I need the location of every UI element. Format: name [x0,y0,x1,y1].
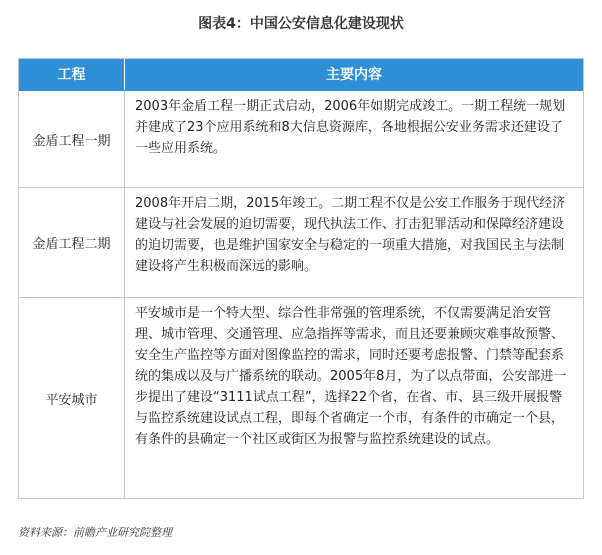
table-row [19,91,583,188]
figure-title: 图表4：中国公安信息化建设现状 [198,16,404,32]
project-name: 平安城市 [19,298,125,498]
project-content: 2008年开启二期，2015年竣工。二期工程不仅是公安工作服务于现代经济建设与社会发展的迫切需要，现代执法工作、打击犯罪活动和保障经济建设的迫切需要，也是维护国家安全与稳定的一项重大措施，对我国民主与法制建设将产生积极而深远的影响。 [135,196,566,274]
content-table [18,58,584,499]
table-row [19,298,583,498]
project-content: 平安城市是一个特大型、综合性非常强的管理系统，不仅需要满足治安管理、城市管理、交通管理、应急指挥等需求，而且还要兼顾灾难事故预警、安全生产监控等方面对图像监控的需求，同时还要考虑报警、门禁等配套系统的集成以及与广播系统的联动。2005年8月，为了以点带面，公安部进一步提出了建设“3111试点工程”，选择22个省，在省、市、县三级开展报警与监控系统建设试点工程，即每个省确定一个市，有条件的市确定一个县，有条件的县确定一个社区或街区为报警与监控系统建设的试点。 [135,306,567,447]
project-name: 金盾工程二期 [19,188,125,297]
header-main-content: 主要内容 [326,67,382,83]
source-note: 资料来源：前瞻产业研究院整理 [18,526,172,539]
header-project: 工程 [19,59,125,90]
project-content: 2003年金盾工程一期正式启动，2006年如期完成竣工。一期工程统一规划并建成了23个应用系统和8大信息资源库，各地根据公安业务需求还建设了一些应用系统。 [135,99,566,156]
table-row [19,188,583,298]
project-name: 金盾工程一期 [19,91,125,187]
table-header-row [19,59,583,91]
